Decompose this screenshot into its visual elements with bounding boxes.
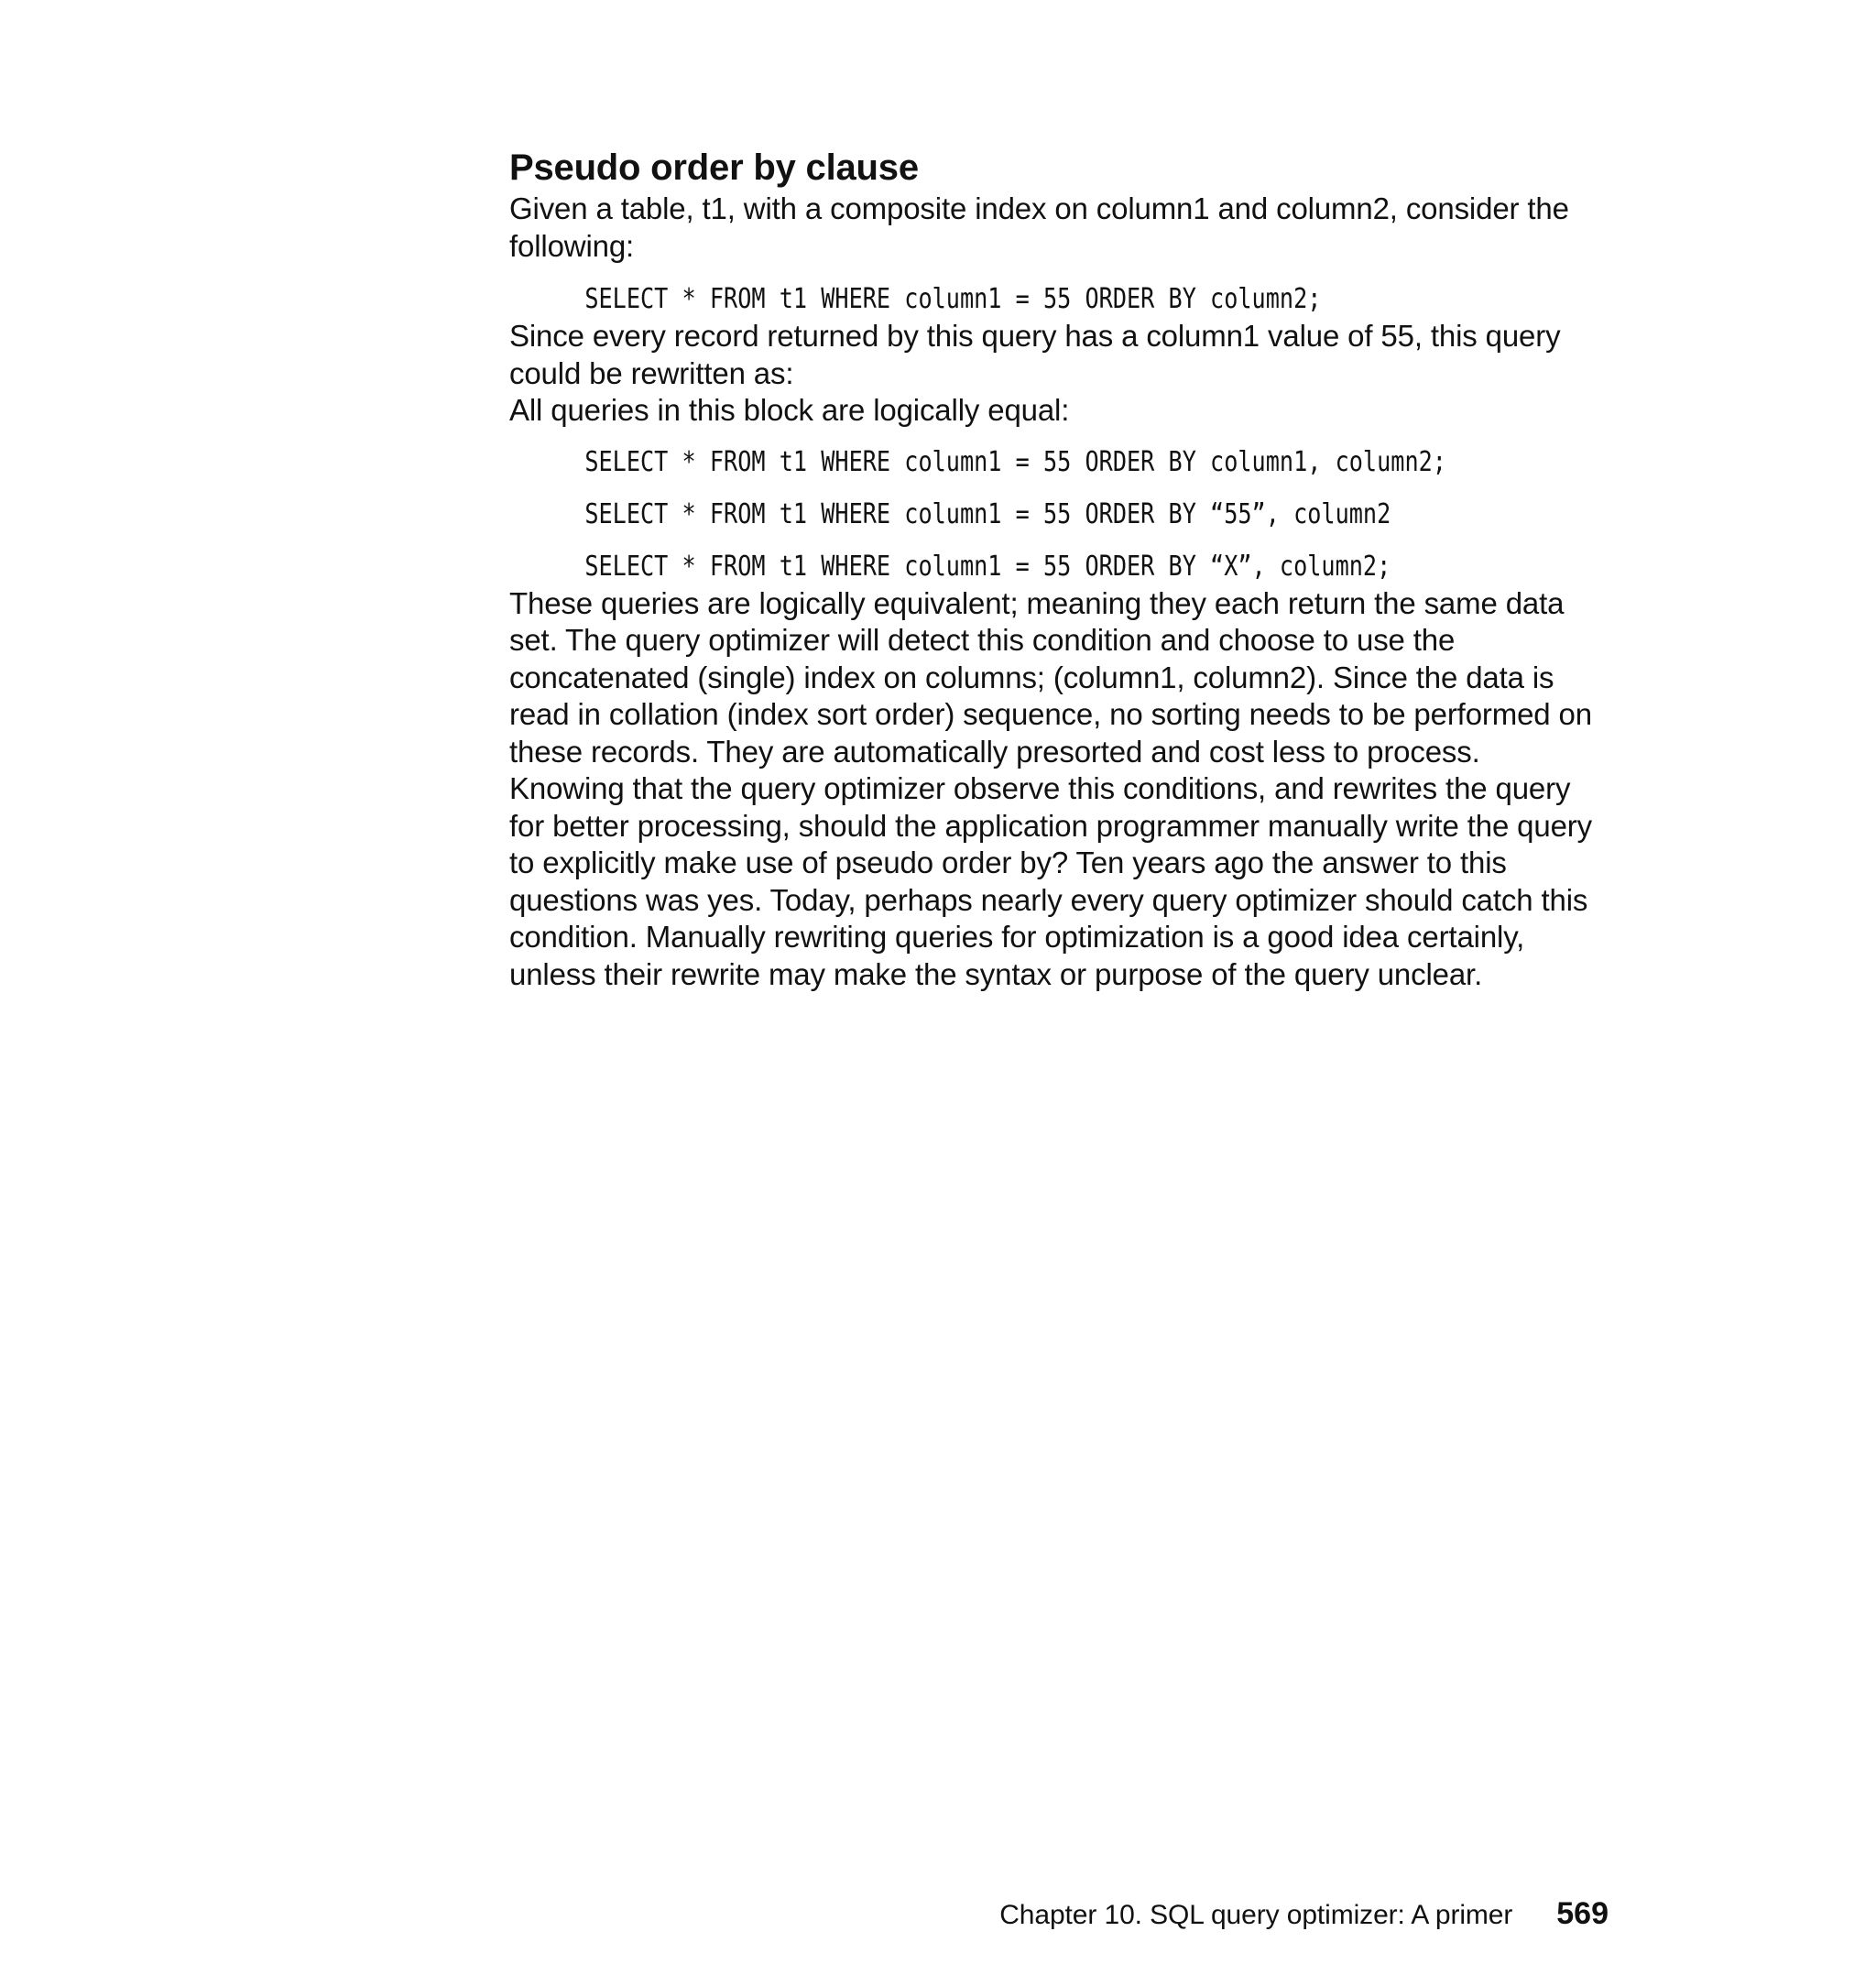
code-line-original-query: SELECT * FROM t1 WHERE column1 = 55 ORDER BY column2; <box>584 283 1322 315</box>
footer-chapter-title: Chapter 10. SQL query optimizer: A primer <box>999 1900 1513 1930</box>
optimization-paragraph: Knowing that the query optimizer observe this conditions, and rewrites the query for better processing, should the application programmer manually write the query to explicitly make use of pseudo order by? Ten years ago the answer to this questions was yes. Today, perhaps nearly every query optimizer should catch this condition. Manually rewriting queries for optimization is a good idea certainly, unless their rewrite may make the syntax or purpose of the query unclear. <box>509 771 1592 991</box>
page-footer <box>0 1896 1609 1932</box>
footer-page-number: 569 <box>1556 1896 1609 1931</box>
intro-paragraph: Given a table, t1, with a composite index on column1 and column2, consider the following: <box>509 191 1569 263</box>
code-line-equivalent-2: SELECT * FROM t1 WHERE column1 = 55 ORDER BY “55”, column2 <box>584 497 1391 530</box>
equivalence-paragraph: These queries are logically equivalent; meaning they each return the same data set. The query optimizer will detect this condition and choose to use the concatenated (single) index on columns; (column1, column2). Since the data is read in collation (index sort order) sequence, no sorting needs to be performed on these records. They are automatically presorted and cost less to process. <box>509 585 1592 769</box>
page-body <box>509 145 1609 993</box>
equal-queries-paragraph: All queries in this block are logically equal: <box>509 393 1070 427</box>
code-line-equivalent-1: SELECT * FROM t1 WHERE column1 = 55 ORDER BY column1, column2; <box>584 445 1446 478</box>
code-line-equivalent-3: SELECT * FROM t1 WHERE column1 = 55 ORDER BY “X”, column2; <box>584 550 1391 583</box>
rewrite-paragraph: Since every record returned by this query has a column1 value of 55, this query could be rewritten as: <box>509 319 1561 390</box>
section-heading: Pseudo order by clause <box>509 147 919 188</box>
